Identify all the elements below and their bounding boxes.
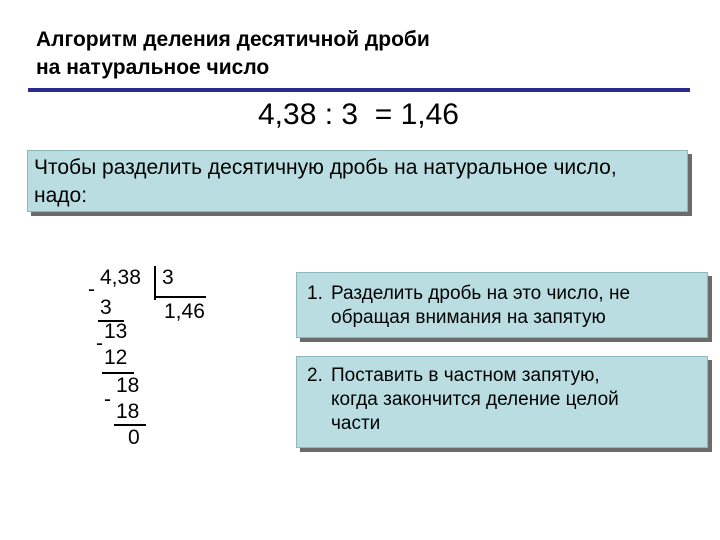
- step-1-box: [296, 272, 708, 338]
- division-bar-vertical: [154, 266, 156, 300]
- rule-statement-box: [27, 150, 688, 212]
- step-2-line-1: [307, 364, 699, 388]
- quotient: 1,46: [164, 300, 205, 323]
- step-2-line-2: когда закончится деление целой: [331, 389, 619, 410]
- minus-sign-3: -: [104, 388, 111, 411]
- subtrahend-1: 3: [100, 296, 112, 319]
- step-2-number: 2.: [307, 365, 323, 386]
- dividend: 4,38: [100, 266, 141, 289]
- step-1-text-1: Разделить дробь на это число, не: [331, 283, 631, 304]
- step-2-line-3: части: [331, 413, 381, 434]
- subtrahend-3: 18: [116, 400, 140, 423]
- step-1-line-2: обращая внимания на запятую: [331, 307, 606, 328]
- minus-sign-1: -: [88, 278, 95, 301]
- divisor: 3: [162, 266, 174, 289]
- step-1-number: 1.: [307, 283, 323, 304]
- example-equation: 4,38 : 3 = 1,46: [258, 98, 459, 131]
- slide-title: [36, 26, 430, 82]
- remainder-2: 18: [116, 374, 140, 397]
- rule-statement-line-1: Чтобы разделить десятичную дробь на натуральное число,: [34, 156, 617, 179]
- subtrahend-2: 12: [104, 346, 128, 369]
- title-line-2: на натуральное число: [36, 56, 270, 79]
- step-2-box: [296, 356, 708, 448]
- step-1-line-1: [307, 282, 699, 306]
- title-line-1: Алгоритм деления десятичной дроби: [36, 28, 430, 51]
- title-divider: [28, 88, 690, 92]
- minus-sign-2: -: [96, 332, 103, 355]
- step-2-text-1: Поставить в частном запятую,: [331, 365, 600, 386]
- final-remainder: 0: [128, 426, 140, 449]
- division-bar-horizontal: [156, 296, 206, 298]
- rule-statement-line-2: надо:: [34, 184, 88, 207]
- remainder-1: 13: [104, 320, 128, 343]
